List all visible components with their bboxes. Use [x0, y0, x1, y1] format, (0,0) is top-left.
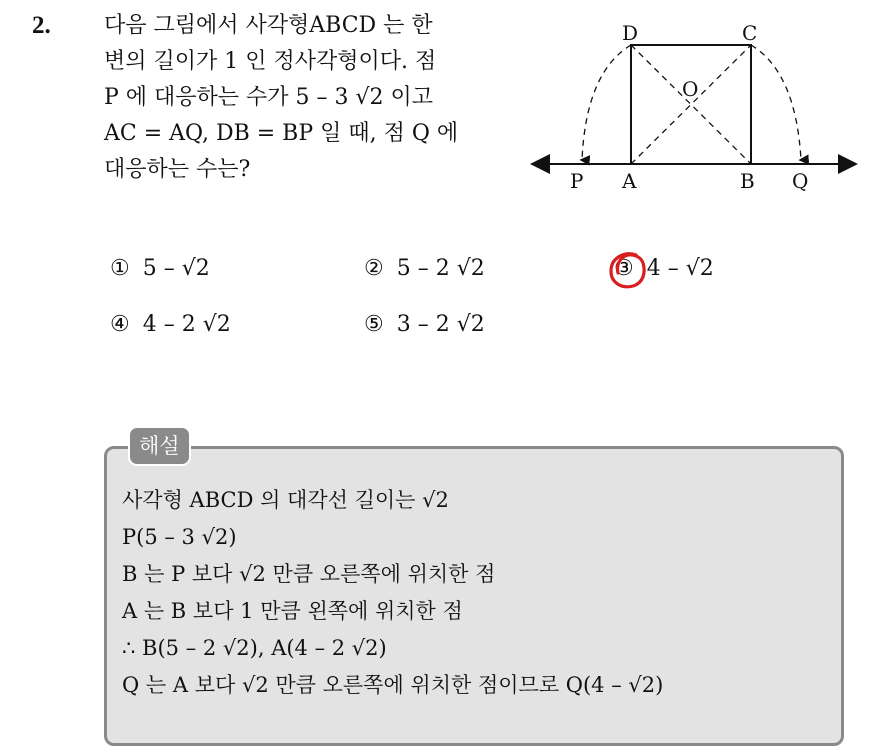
choice-4[interactable]: [110, 312, 231, 337]
question-line: AC = AQ, DB = BP 일 때, 점 Q 에: [104, 121, 459, 146]
question-line: 대응하는 수는?: [104, 157, 251, 182]
explanation-line: Q 는 A 보다 √2 만큼 오른쪽에 위치한 점이므로 Q(4 – √2): [122, 673, 664, 697]
choice-2[interactable]: [364, 256, 485, 281]
label-q: Q: [792, 169, 809, 193]
explanation-line: P(5 – 3 √2): [122, 525, 237, 549]
answer-circle-mark: [606, 249, 648, 291]
label-p: P: [570, 169, 584, 193]
choice-text: 3 – 2 √2: [396, 312, 485, 337]
choice-number: ②: [364, 256, 384, 281]
explanation-line: ∴ B(5 – 2 √2), A(4 – 2 √2): [122, 636, 387, 660]
explanation-line: 사각형 ABCD 의 대각선 길이는 √2: [122, 488, 449, 512]
label-b: B: [740, 169, 755, 193]
question-text: [104, 8, 514, 188]
choice-number: ④: [110, 312, 130, 337]
choice-number: ⑤: [364, 312, 384, 337]
choice-number: ③: [614, 256, 634, 281]
question-line: 다음 그림에서 사각형ABCD 는 한: [104, 13, 433, 38]
arc-c-to-q: [751, 45, 801, 160]
explanation-line: A 는 B 보다 1 만큼 왼쪽에 위치한 점: [122, 599, 463, 623]
choice-5[interactable]: [364, 312, 485, 337]
square-number-line-figure: [526, 12, 866, 202]
choice-text: 5 – √2: [142, 256, 210, 281]
label-a: A: [622, 169, 637, 193]
label-c: C: [742, 21, 758, 45]
choice-text: 5 – 2 √2: [396, 256, 485, 281]
arc-d-to-p: [582, 45, 631, 160]
choice-number: ①: [110, 256, 130, 281]
label-d: D: [622, 21, 639, 45]
explanation-text: [122, 482, 663, 704]
choice-text: 4 – 2 √2: [142, 312, 231, 337]
explanation-tag: 해설: [128, 426, 191, 466]
choice-text: 4 – √2: [646, 256, 714, 281]
choice-1[interactable]: [110, 256, 210, 281]
question-number: 2.: [32, 12, 51, 39]
label-o: O: [682, 77, 699, 101]
explanation-line: B 는 P 보다 √2 만큼 오른쪽에 위치한 점: [122, 562, 496, 586]
question-line: P 에 대응하는 수가 5 – 3 √2 이고: [104, 85, 434, 110]
question-line: 변의 길이가 1 인 정사각형이다. 점: [104, 49, 437, 74]
